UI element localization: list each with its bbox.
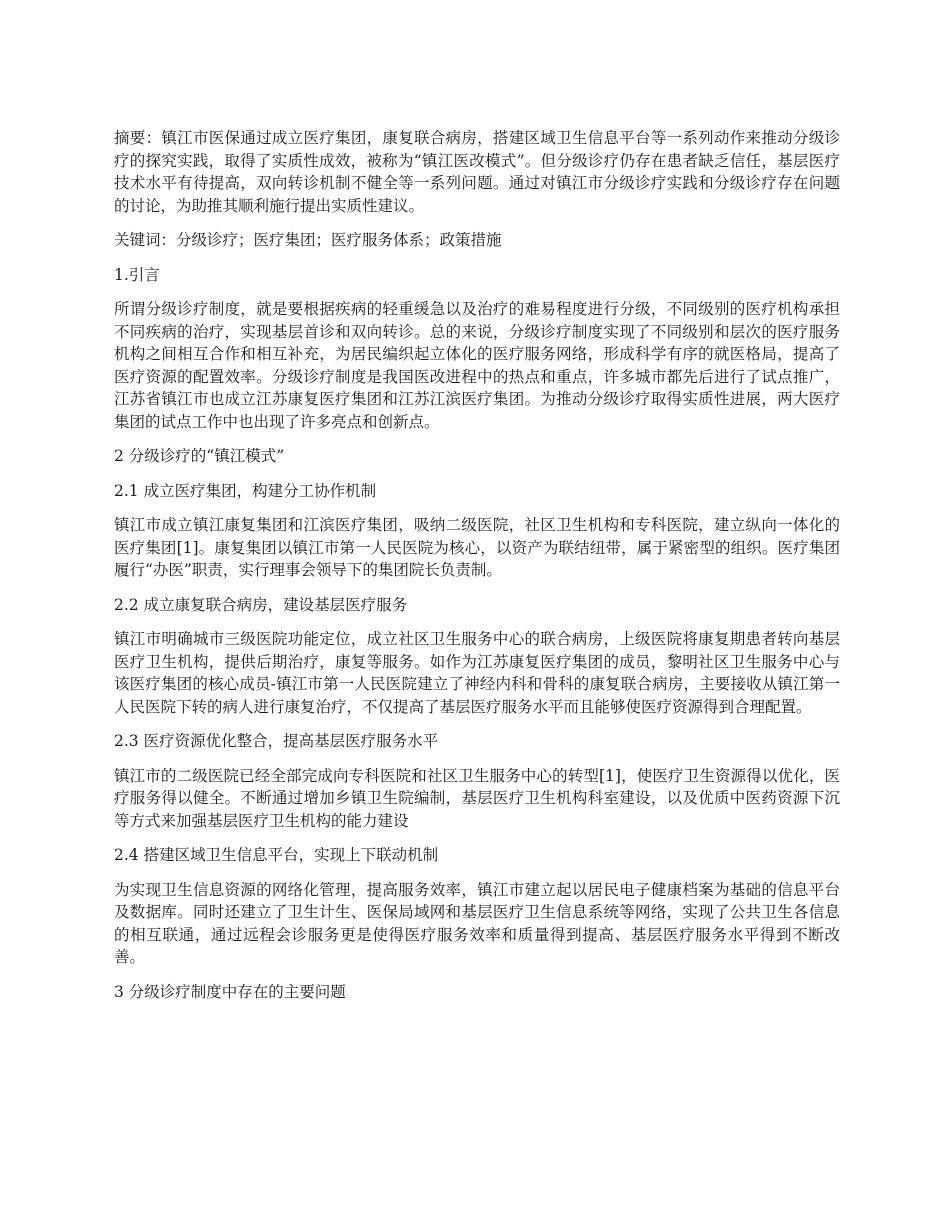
subsection-heading-2-1: 2.1 成立医疗集团，构建分工协作机制 xyxy=(114,481,377,500)
section-2-3-paragraph: 镇江市的二级医院已经全部完成向专科医院和社区卫生服务中心的转型[1]，使医疗卫生资源得以优化，医疗服务得以健全。不断通过增加乡镇卫生院编制，基层医疗卫生机构科室建设，以及优质中医药资源下沉等方式来加强基层医疗卫生机构的能力建设 xyxy=(114,766,840,830)
section-heading-2: 2 分级诊疗的“镇江模式” xyxy=(114,447,285,465)
abstract-paragraph: 摘要：镇江市医保通过成立医疗集团，康复联合病房，搭建区域卫生信息平台等一系列动作来推动分级诊疗的探究实践，取得了实质性成效，被称为“镇江医改模式”。但分级诊疗仍存在患者缺乏信任，基层医疗技术水平有待提高，双向转诊机制不健全等一系列问题。通过对镇江市分级诊疗实践和分级诊疗存在问题的讨论，为助推其顺利施行提出实质性建议。 xyxy=(114,129,840,215)
subsection-heading-2-3: 2.3 医疗资源优化整合，提高基层医疗服务水平 xyxy=(114,732,439,750)
section-2-2-paragraph: 镇江市明确城市三级医院功能定位，成立社区卫生服务中心的联合病房，上级医院将康复期患者转向基层医疗卫生机构，提供后期治疗，康复等服务。如作为江苏康复医疗集团的成员，黎明社区卫生服务中心与该医疗集团的核心成员-镇江市第一人民医院建立了神经内科和骨科的康复联合病房，主要接收从镇江第一人民医院下转的病人进行康复治疗，不仅提高了基层医疗服务水平而且能够使医疗资源得到合理配置。 xyxy=(114,630,840,716)
section-2-4-paragraph: 为实现卫生信息资源的网络化管理，提高服务效率，镇江市建立起以居民电子健康档案为基础的信息平台及数据库。同时还建立了卫生计生、医保局域网和基层医疗卫生信息系统等网络，实现了公共卫生各信息的相互联通，通过远程会诊服务更是使得医疗服务效率和质量得到提高、基层医疗服务水平得到不断改善。 xyxy=(114,880,840,966)
subsection-heading-2-4: 2.4 搭建区域卫生信息平台，实现上下联动机制 xyxy=(114,846,439,864)
intro-paragraph: 所谓分级诊疗制度，就是要根据疾病的轻重缓急以及治疗的难易程度进行分级，不同级别的医疗机构承担不同疾病的治疗，实现基层首诊和双向转诊。总的来说，分级诊疗制度实现了不同级别和层次的医疗服务机构之间相互合作和相互补充，为居民编织起立体化的医疗服务网络，形成科学有序的就医格局，提高了医疗资源的配置效率。分级诊疗制度是我国医改进程中的热点和重点，许多城市都先后进行了试点推广，江苏省镇江市也成立江苏康复医疗集团和江苏江滨医疗集团。为推动分级诊疗取得实质性进展，两大医疗集团的试点工作中也出现了许多亮点和创新点。 xyxy=(114,300,840,431)
section-heading-3: 3 分级诊疗制度中存在的主要问题 xyxy=(114,982,346,1001)
subsection-heading-2-2: 2.2 成立康复联合病房，建设基层医疗服务 xyxy=(114,595,408,614)
keywords-paragraph: 关键词：分级诊疗；医疗集团；医疗服务体系；政策措施 xyxy=(114,231,502,249)
section-heading-1: 1.引言 xyxy=(114,265,160,284)
section-2-1-paragraph: 镇江市成立镇江康复集团和江滨医疗集团，吸纳二级医院，社区卫生机构和专科医院，建立纵向一体化的医疗集团[1]。康复集团以镇江市第一人民医院为核心，以资产为联结纽带，属于紧密型的组织。医疗集团履行“办医”职责，实行理事会领导下的集团院长负责制。 xyxy=(114,516,840,579)
document-page xyxy=(114,127,840,1015)
